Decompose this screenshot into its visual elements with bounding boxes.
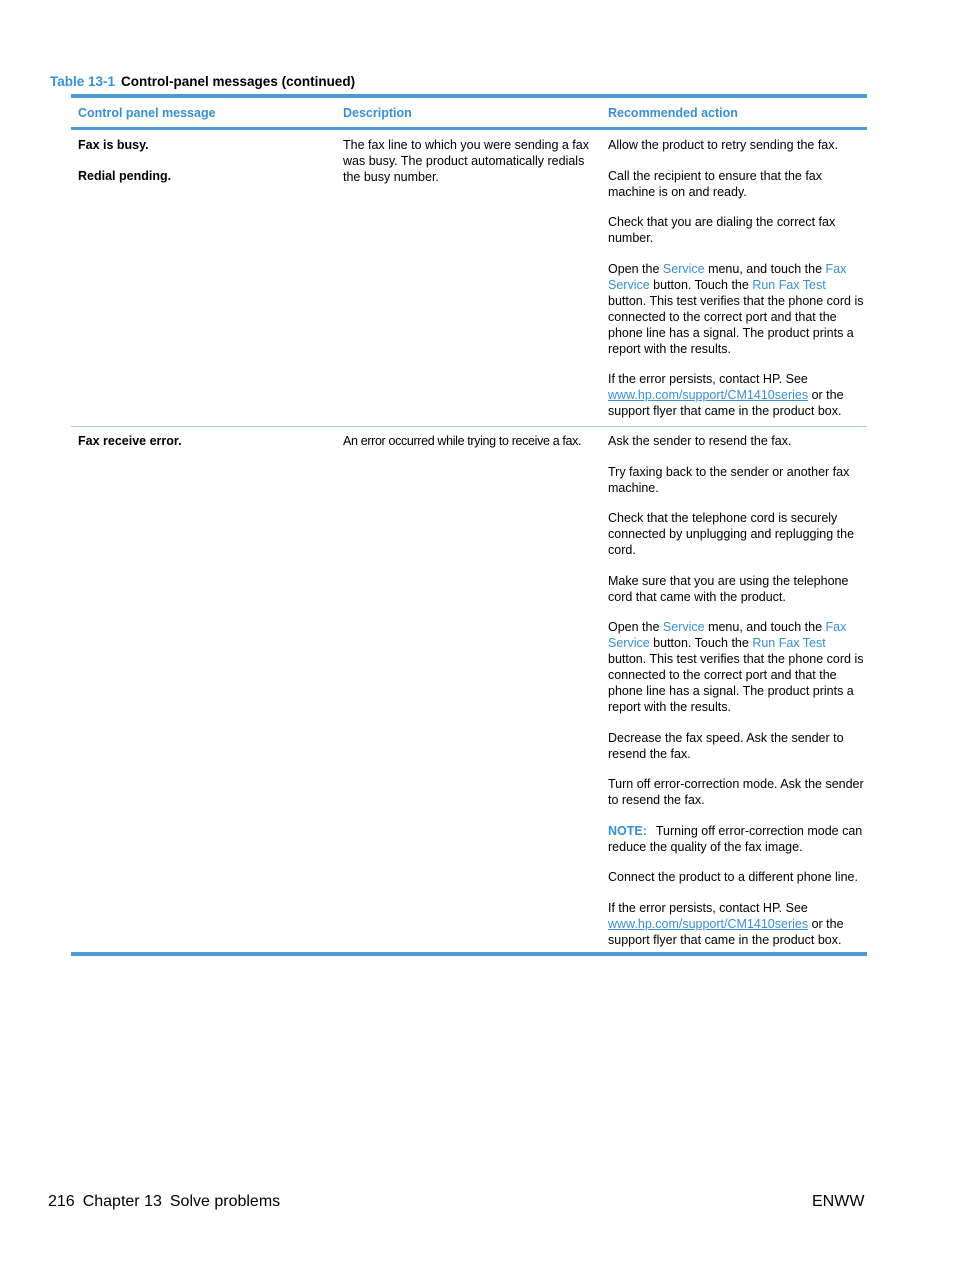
row-2-message-cell [78,433,333,464]
table-bottom-rule [71,952,867,956]
page-footer-right: ENWW [812,1193,865,1210]
table-number: Table 13-1 [50,74,116,89]
note [608,823,864,855]
run-fax-test-button-reference: Run Fax Test [752,636,826,650]
column-header-action: Recommended action [608,106,738,120]
hp-support-link[interactable]: www.hp.com/support/CM1410series [608,388,809,402]
page-number: 216 [48,1193,75,1210]
row-1-description-cell [343,137,598,185]
action-item: Call the recipient to ensure that the fax machine is on and ready. [608,168,823,199]
message-redial-pending: Redial pending. [78,169,172,183]
table-header-rule [71,127,867,130]
note-text: Turning off error-correction mode can reduce the quality of the fax image. [608,823,863,854]
service-menu-reference: Service [662,261,705,276]
action-item: Decrease the fax speed. Ask the sender to resend the fax. [608,730,844,761]
action-item: Try faxing back to the sender or another fax machine. [608,464,850,495]
chapter-title: Solve problems [169,1193,281,1210]
message-fax-busy: Fax is busy. [78,138,149,152]
run-fax-test-button-reference: Run Fax Test [752,277,826,292]
fax-service-button-reference: Fax Service [608,261,847,292]
action-item: Check that the telephone cord is securely connected by unplugging and replugging the cord. [608,511,855,557]
action-item-run-fax-test: Open the Service menu, and touch the Fax Service button. Touch the Run Fax Test button. This test verifies that the phone cord is connected to the correct port and that the phone line has a signal. The product prints a report with the results. [608,261,864,356]
message-fax-receive-error: Fax receive error. [78,434,182,448]
fax-service-button-reference: Fax Service [608,620,847,650]
action-item: Turn off error-correction mode. Ask the sender to resend the fax. [608,777,864,807]
row-2-action-cell [608,433,864,948]
action-item: Make sure that you are using the telephone cord that came with the product. [608,573,849,604]
action-item: Connect the product to a different phone line. [608,870,858,884]
column-header-message: Control panel message [78,106,216,120]
table-top-rule [71,94,867,98]
action-item: Allow the product to retry sending the fax. [608,138,838,152]
table-title: Control-panel messages (continued) [121,74,356,89]
action-item-run-fax-test: Open the Service menu, and touch the Fax Service button. Touch the Run Fax Test button. This test verifies that the phone cord is connected to the correct port and that the phone line has a signal. The product prints a report with the results. [608,620,864,714]
action-item-contact-hp: If the error persists, contact HP. See www.hp.com/support/CM1410series or the support flyer that came in the product box. [608,372,844,418]
hp-support-link[interactable]: www.hp.com/support/CM1410series [608,916,809,931]
row-1-action-cell [608,137,864,419]
row-divider [71,426,867,427]
row-2-description-cell [343,433,598,449]
row-2-description: An error occurred while trying to receive a fax. [343,434,582,448]
column-header-description: Description [343,106,412,120]
page-footer-left [48,1193,280,1211]
action-item-contact-hp: If the error persists, contact HP. See www.hp.com/support/CM1410series or the support flyer that came in the product box. [608,900,844,947]
service-menu-reference: Service [662,620,705,634]
table-caption [50,74,355,89]
row-1-message-cell [78,137,333,199]
action-item: Ask the sender to resend the fax. [608,434,792,448]
note-label: NOTE: [608,823,647,838]
action-item: Check that you are dialing the correct fax number. [608,215,836,245]
chapter-label: Chapter 13 [82,1193,162,1210]
row-1-description: The fax line to which you were sending a fax was busy. The product automatically redials the busy number. [343,138,589,184]
